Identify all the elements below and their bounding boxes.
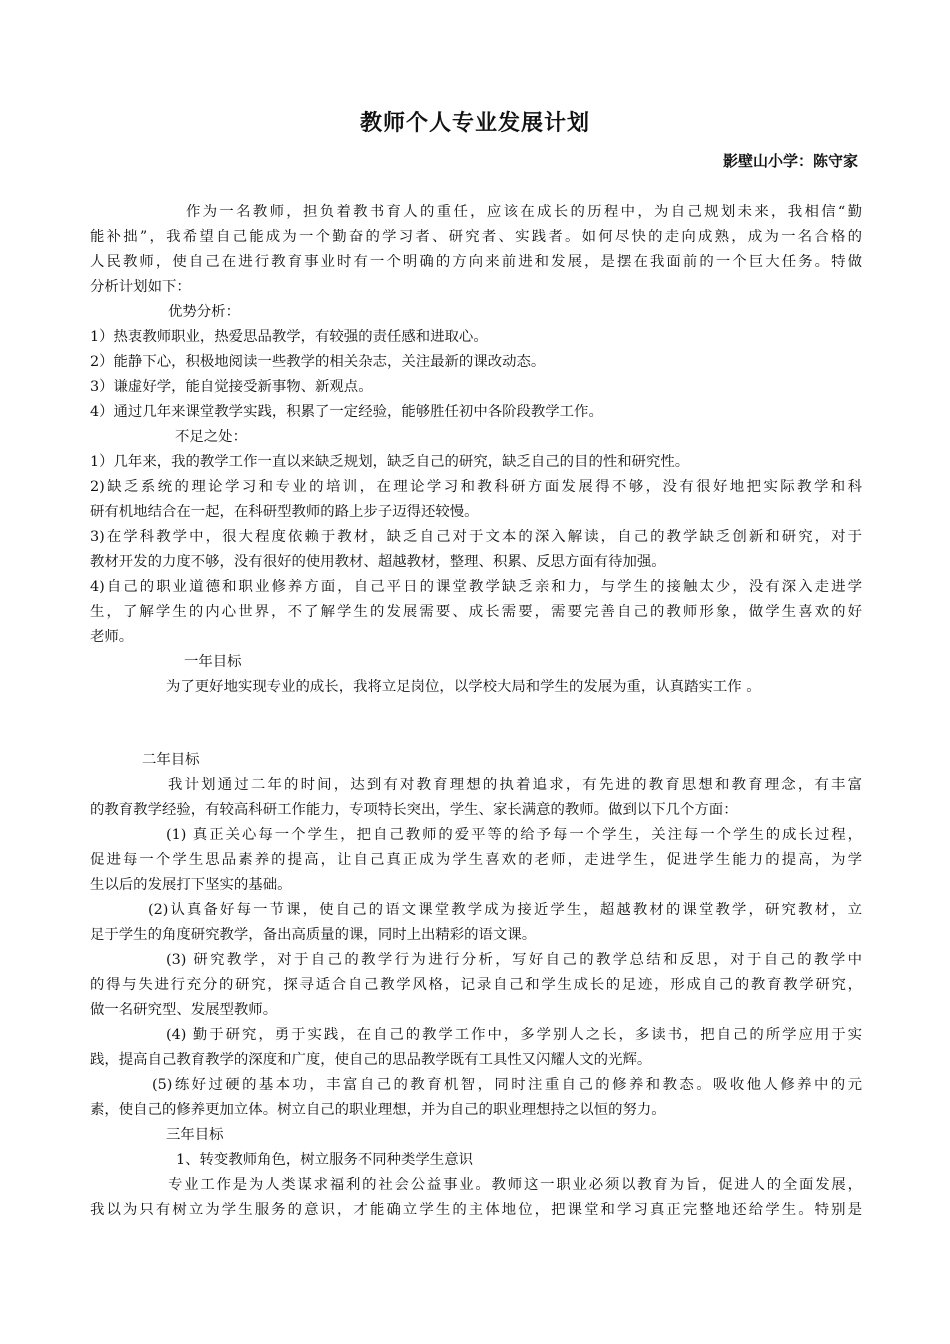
weakness-item: 教材开发的力度不够，没有很好的使用教材、超越教材，整理、积累、反思方面有待加强。 xyxy=(90,554,666,570)
strength-item: 1）热衷教师职业，热爱思品教学，有较强的责任感和进取心。 xyxy=(90,329,488,345)
year2-item-line: (4) 勤于研究，勇于实践，在自己的教学工作中，多学别人之长，多读书，把自己的所学应用于实 xyxy=(166,1027,862,1043)
year2-intro-line: 的教育教学经验，有较高科研工作能力，专项特长突出，学生、家长满意的教师。做到以下几个方面： xyxy=(90,802,738,818)
weaknesses-heading: 不足之处： xyxy=(175,429,247,445)
year2-item-line: 的得与失进行充分的研究，探寻适合自己教学风格，记录自己和学生成长的足迹，形成自己的教育教学研究， xyxy=(90,977,862,993)
weakness-item: 老师。 xyxy=(90,629,134,645)
year2-item-line: (3) 研究教学，对于自己的教学行为进行分析，写好自己的教学总结和反思，对于自己的教学中 xyxy=(166,952,862,968)
year2-item-line: 促进每一个学生思品素养的提高，让自己真正成为学生喜欢的老师，走进学生，促进学生能力的提高，为学 xyxy=(90,852,862,868)
year3-subheading: 1、转变教师角色，树立服务不同种类学生意识 xyxy=(176,1152,473,1168)
year2-item-line: (2)认真备好每一节课，使自己的语文课堂教学成为接近学生，超越教材的课堂教学，研究教材，立 xyxy=(148,902,862,918)
document-author: 影壁山小学：陈守家 xyxy=(722,152,858,170)
intro-line: 作为一名教师，担负着教书育人的重任，应该在成长的历程中，为自己规划未来，我相信“勤 xyxy=(186,204,862,220)
year1-heading: 一年目标 xyxy=(184,654,242,670)
weakness-item: 生，了解学生的内心世界，不了解学生的发展需要、成长需要，需要完善自己的教师形象，做学生喜欢的好 xyxy=(90,604,862,620)
year2-item-line: (5)练好过硬的基本功，丰富自己的教育机智，同时注重自己的修养和教态。吸收他人修养中的元 xyxy=(152,1077,862,1093)
weakness-item: 研有机地结合在一起，在科研型教师的路上步子迈得还较慢。 xyxy=(90,504,479,520)
intro-line: 能补拙”，我希望自己能成为一个勤奋的学习者、研究者、实践者。如何尽快的走向成熟，成为一名合格的 xyxy=(90,229,862,245)
year2-item-line: 生以后的发展打下坚实的基础。 xyxy=(90,877,292,893)
year3-text-line: 专业工作是为人类谋求福利的社会公益事业。教师这一职业必须以教育为旨，促进人的全面发展， xyxy=(168,1177,862,1193)
weakness-item: 4)自己的职业道德和职业修养方面，自己平日的课堂教学缺乏亲和力，与学生的接触太少，没有深入走进学 xyxy=(90,579,862,595)
year2-item-line: (1) 真正关心每一个学生，把自己教师的爱平等的给予每一个学生，关注每一个学生的成长过程， xyxy=(166,827,862,843)
weakness-item: 1）几年来，我的教学工作一直以来缺乏规划，缺乏自己的研究，缺乏自己的目的性和研究性。 xyxy=(90,454,690,470)
document-title: 教师个人专业发展计划 xyxy=(359,111,590,136)
strengths-heading: 优势分析： xyxy=(168,304,240,320)
year3-text-line: 我以为只有树立为学生服务的意识，才能确立学生的主体地位，把课堂和学习真正完整地还给学生。特别是 xyxy=(90,1202,862,1218)
strength-item: 3）谦虚好学，能自觉接受新事物、新观点。 xyxy=(90,379,373,395)
year2-item-line: 足于学生的角度研究教学，备出高质量的课，同时上出精彩的语文课。 xyxy=(90,927,537,943)
year3-heading: 三年目标 xyxy=(166,1127,224,1143)
year2-item-line: 做一名研究型、发展型教师。 xyxy=(90,1002,278,1018)
intro-line: 人民教师，使自己在进行教育事业时有一个明确的方向来前进和发展，是摆在我面前的一个巨大任务。特做 xyxy=(90,254,862,270)
intro-line: 分析计划如下： xyxy=(90,279,191,295)
weakness-item: 2)缺乏系统的理论学习和专业的培训，在理论学习和教科研方面发展得不够，没有很好地把实际教学和科 xyxy=(90,479,862,495)
year2-intro-line: 我计划通过二年的时间，达到有对教育理想的执着追求，有先进的教育思想和教育理念，有丰富 xyxy=(168,777,862,793)
year2-heading: 二年目标 xyxy=(142,752,200,768)
weakness-item: 3)在学科教学中，很大程度依赖于教材，缺乏自己对于文本的深入解读，自己的教学缺乏创新和研究，对于 xyxy=(90,529,862,545)
strength-item: 2）能静下心，积极地阅读一些教学的相关杂志，关注最新的课改动态。 xyxy=(90,354,546,370)
year2-item-line: 素，使自己的修养更加立体。树立自己的职业理想，并为自己的职业理想持之以恒的努力。 xyxy=(90,1102,666,1118)
year1-text: 为了更好地实现专业的成长，我将立足岗位，以学校大局和学生的发展为重，认真踏实工作 。 xyxy=(166,679,761,695)
year2-item-line: 践，提高自己教育教学的深度和广度，使自己的思品教学既有工具性又闪耀人文的光辉。 xyxy=(90,1052,652,1068)
strength-item: 4）通过几年来课堂教学实践，积累了一定经验，能够胜任初中各阶段教学工作。 xyxy=(90,404,603,420)
